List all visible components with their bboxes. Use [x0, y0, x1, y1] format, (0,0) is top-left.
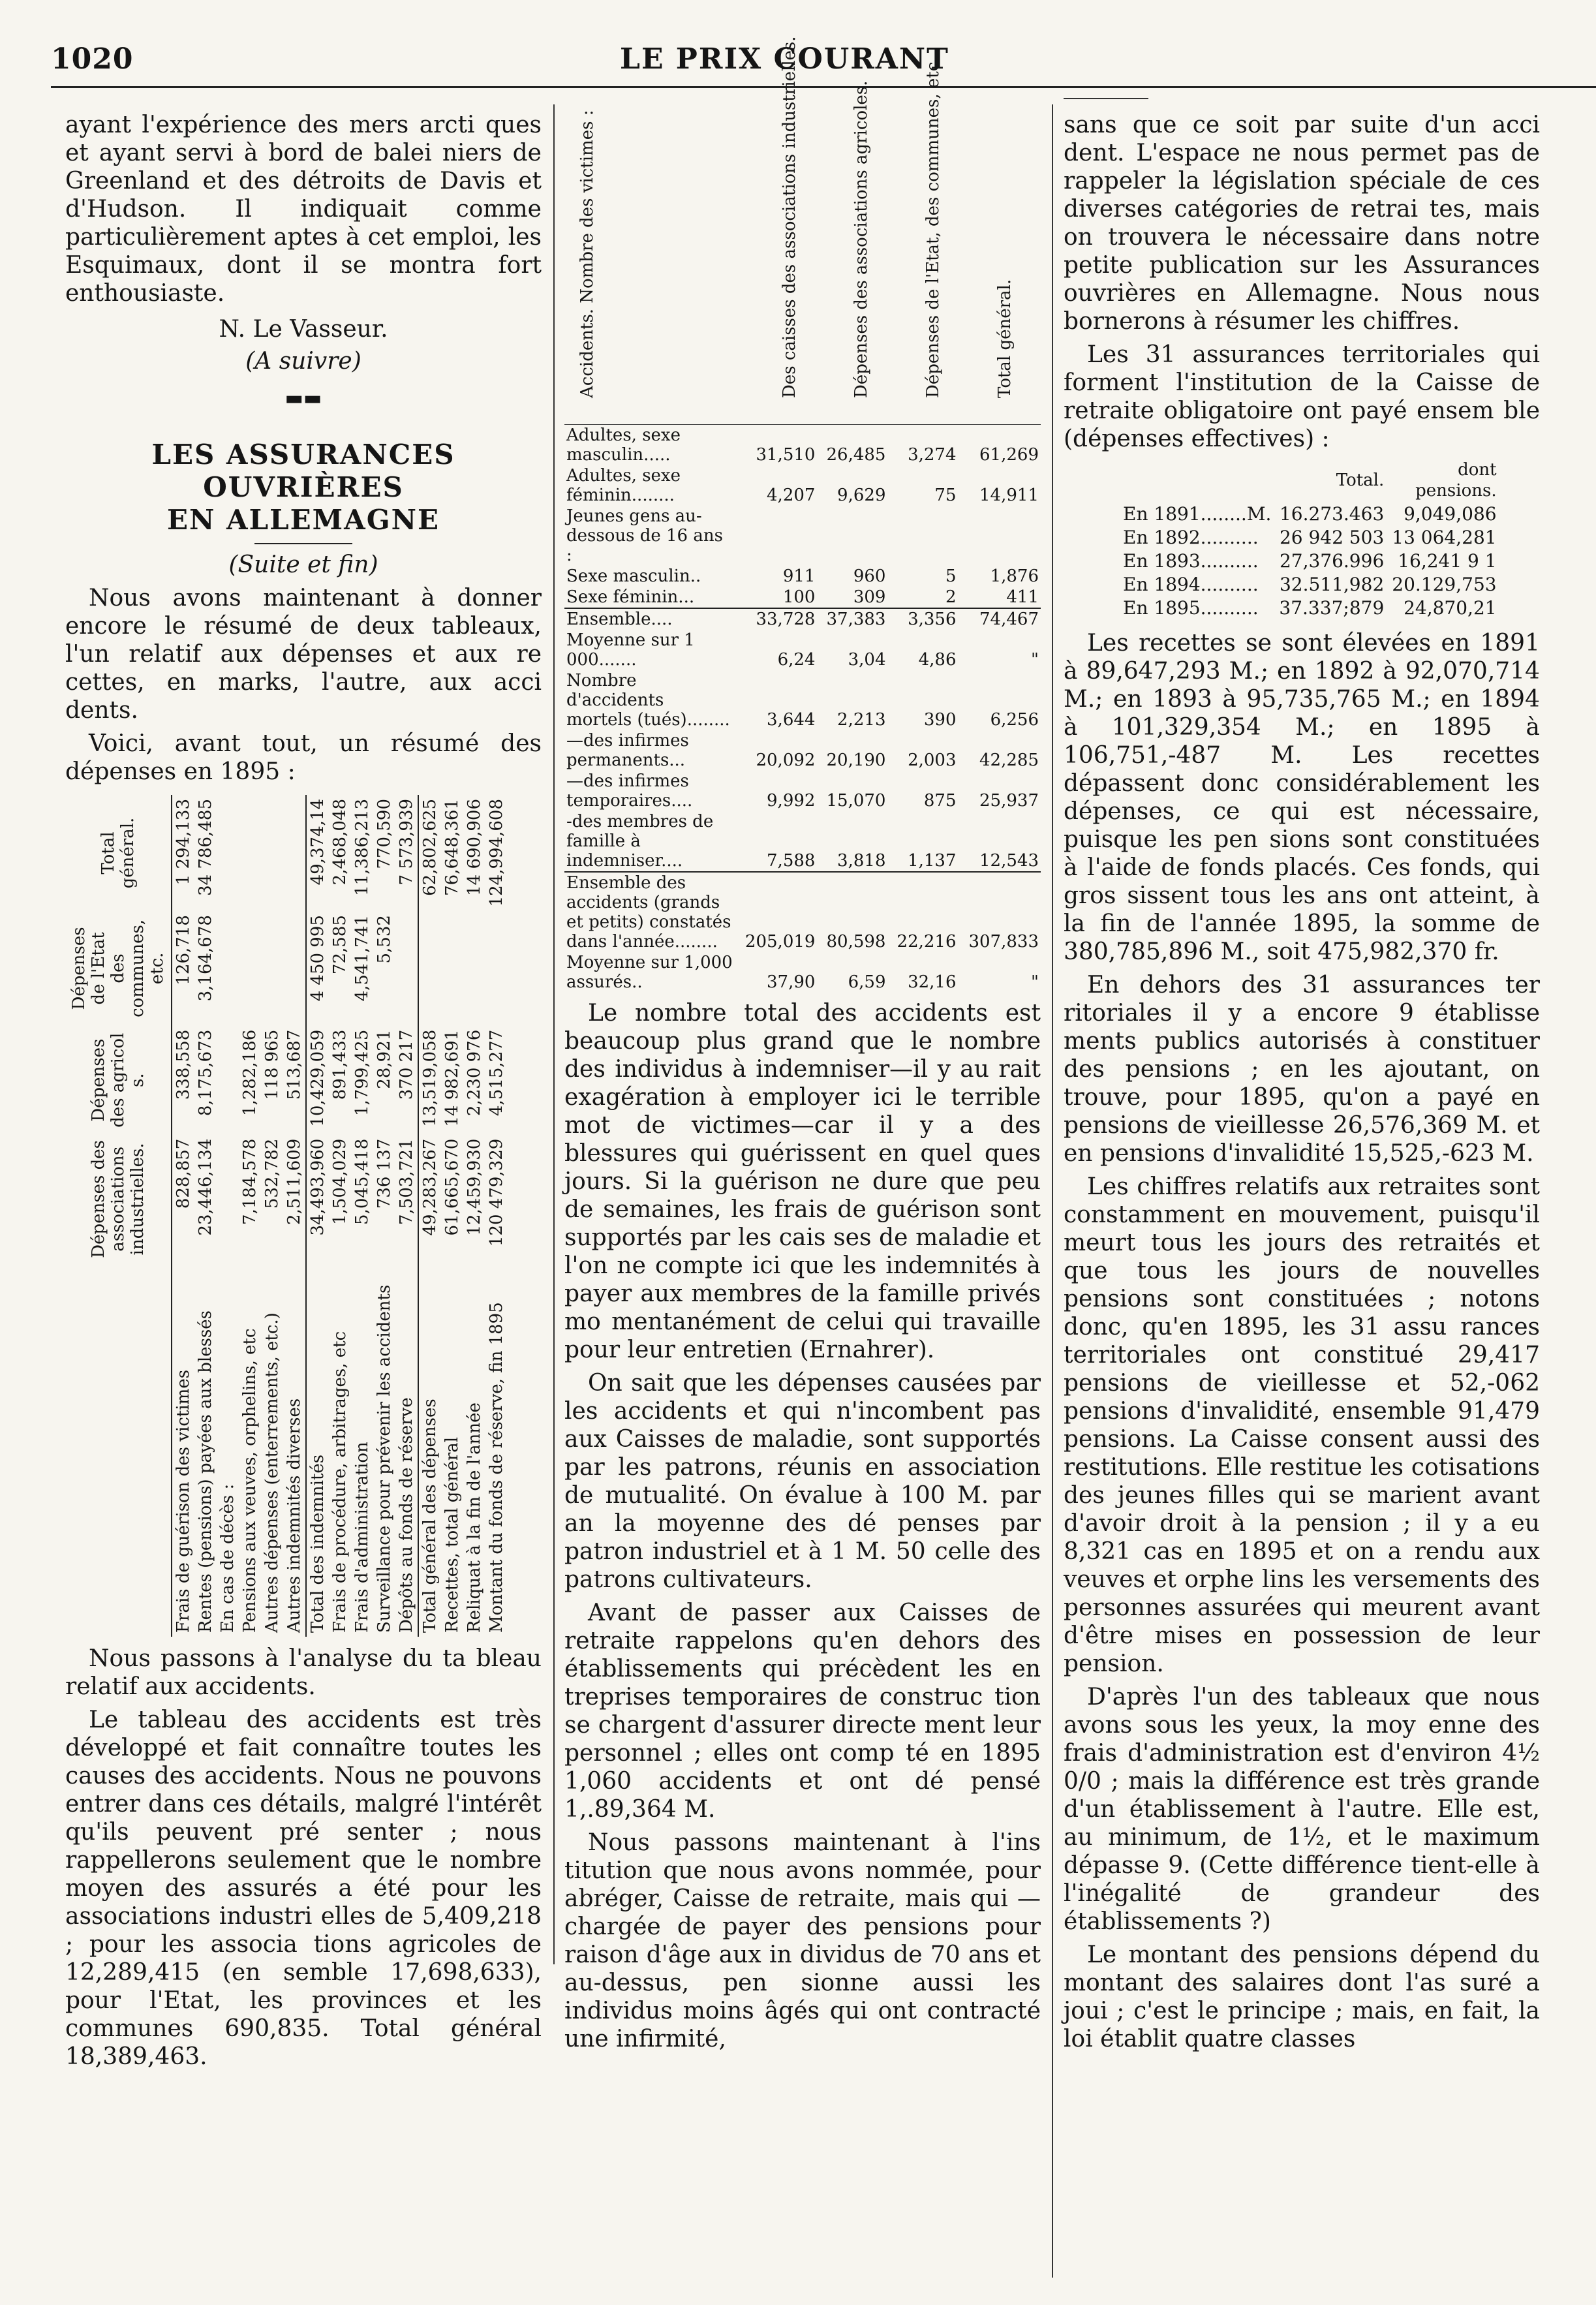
table-cell: 8,175,673 — [196, 1029, 215, 1117]
table-cell: 2,003 — [908, 750, 957, 770]
table-row — [463, 795, 485, 1637]
table-cell: 3,274 — [908, 445, 957, 465]
row-label: Pensions aux veuves, orphelins, etc — [240, 1328, 260, 1633]
table-cell: 513,687 — [284, 1029, 304, 1100]
table-cell: 5,045,418 — [352, 1138, 372, 1225]
table-cell: 390 — [923, 710, 957, 730]
table-cell: 1,504,029 — [330, 1138, 350, 1225]
table-cell: 3,644 — [767, 710, 816, 730]
paragraph: Voici, avant tout, un résumé des dépenses en 1895 : — [65, 730, 542, 785]
table-cell: 14 982,691 — [442, 1029, 462, 1127]
table-row — [373, 795, 395, 1637]
table-cell — [283, 795, 306, 911]
table-cell: 34 786,485 — [196, 799, 215, 896]
row-label: Autres dépenses (enterrements, etc.) — [262, 1312, 282, 1633]
table-cell: 4,515,277 — [487, 1029, 506, 1117]
table-cell: 14,911 — [979, 486, 1039, 505]
row-label: Ensemble des accidents (grands et petits) constatés dans l'année........ — [564, 872, 735, 952]
row-label: Frais de guérison des victimes — [174, 1369, 193, 1633]
table-row — [395, 795, 418, 1637]
table-cell: 9,049,086 — [1404, 503, 1497, 525]
table-row — [564, 506, 1041, 566]
column-divider-1 — [553, 104, 555, 1964]
header-rule-short — [1064, 98, 1148, 99]
table-row — [1119, 549, 1501, 573]
table-cell: " — [1031, 650, 1039, 670]
table-cell: 37.337;879 — [1279, 597, 1385, 619]
table-header-cell: Total général. — [65, 795, 172, 911]
table-header-cell: Dépenses des associations industrielles. — [65, 1135, 172, 1263]
table-cell: 20,190 — [826, 750, 886, 770]
table-cell: 6,24 — [777, 650, 816, 670]
column-divider-2 — [1052, 104, 1053, 2278]
article-title-line-1: LES ASSURANCES OUVRIÈRES — [151, 439, 455, 503]
title-rule — [254, 543, 352, 544]
row-label: Rentes (pensions) payées aux blessés — [196, 1310, 215, 1633]
table-cell: 12,459,930 — [465, 1138, 484, 1236]
table-cell: 891,433 — [330, 1029, 350, 1100]
row-label: —des infirmes temporaires.... — [566, 771, 693, 811]
table-cell — [261, 795, 283, 911]
table-row — [329, 795, 351, 1637]
column-header-label: Des caisses des associations industrielles. — [780, 36, 799, 398]
table-cell: 27,376.996 — [1279, 550, 1385, 572]
table-cell: 875 — [923, 791, 957, 811]
table-cell: 20,092 — [756, 750, 816, 770]
table-cell — [217, 1026, 239, 1135]
table-header-cell: Dépenses des agricol s. — [65, 1026, 172, 1135]
column-header-label: Dépenses de l'Etat, des communes, etc. — [923, 56, 943, 398]
table-cell — [463, 911, 485, 1026]
row-label: En 1894.......... — [1123, 574, 1259, 595]
table-cell: 13,519,058 — [418, 1026, 441, 1135]
table-row — [564, 872, 1041, 952]
paragraph: ayant l'expérience des mers arcti ques et ayant servi à bord de balei niers de Greenland et des détroits de Davis et d'Hudson. Il indiquait comme particulièrement aptes à cet emploi, les Esquimaux, dont il se montra fort enthousiaste. — [65, 112, 542, 307]
table-cell: 2,511,609 — [284, 1138, 304, 1225]
table-header-cell: Dépenses de l'Etat des communes, etc. — [65, 911, 172, 1026]
table-cell: 2,213 — [837, 710, 886, 730]
table-row — [564, 425, 1041, 465]
table-cell: 61,269 — [979, 445, 1039, 465]
table-cell: 24,870,21 — [1404, 597, 1497, 619]
table-cell: 16.273.463 — [1279, 503, 1385, 525]
paragraph: En dehors des 31 assurances ter ritoriales il y a encore 9 établisse ments publics autorisés à constituer des pensions ; en les ajoutant, on trouve, pour 1895, qu'on a payé en pensions de vieillesse 26,576,369 M. et en pensions d'invalidité 15,525,-623 M. — [1064, 972, 1540, 1167]
table-row — [564, 730, 1041, 771]
table-row — [564, 465, 1041, 506]
table-cell: 828,857 — [174, 1138, 193, 1209]
table-cell: 1,137 — [908, 851, 957, 871]
table-row — [564, 566, 1041, 587]
table-cell: 6,256 — [990, 710, 1039, 730]
table-cell: 11,386,213 — [352, 799, 372, 896]
table-cell: 7,588 — [767, 851, 816, 871]
table-cell: 411 — [1006, 587, 1039, 607]
paragraph: Les chiffres relatifs aux retraites sont constamment en mouvement, puisqu'il meurt tous les jours des retraités et que tous les jours de nouvelles pensions sont constituées ; notons donc, qu'en 1895, les 31 assu rances territoriales ont constitué 29,417 pensions de vieillesse et 52,-062 pensions d'invalidité, ensemble 91,479 pensions. La Caisse consent aussi des restitutions. Elle restitue les cotisations des jeunes filles qui se marient avant d'avoir droit à la pension ; il y a eu 8,321 cas en 1895 et on a rendu aux veuves et orphe lins les versements des personnes assurées qui meurent avant d'être mises en possession de leur pension. — [1064, 1173, 1540, 1677]
table-cell: 22,216 — [887, 872, 958, 952]
expenses-table-rotated — [65, 795, 542, 1637]
table-cell: 770,590 — [375, 799, 394, 869]
table-row — [351, 795, 373, 1637]
table-cell: 34,493,960 — [306, 1135, 329, 1263]
table-header-cell — [1119, 458, 1275, 503]
table-cell: 23,446,134 — [196, 1138, 215, 1236]
table-cell: 20.129,753 — [1392, 574, 1497, 595]
page-number: 1020 — [51, 42, 134, 76]
row-label: Dépôts au fonds de réserve — [397, 1397, 416, 1633]
row-label: Ensemble.... — [564, 608, 735, 630]
table-cell: 26 942 503 — [1279, 527, 1385, 548]
table-row — [217, 795, 239, 1637]
table-cell — [485, 911, 508, 1026]
table-row — [1119, 503, 1501, 526]
table-cell: 49,283,267 — [418, 1135, 441, 1263]
table-row — [564, 771, 1041, 811]
table-cell — [418, 911, 441, 1026]
table-cell: 2,230 976 — [465, 1029, 484, 1117]
table-cell: 2,468,048 — [330, 799, 350, 886]
table-cell: 118 965 — [262, 1029, 282, 1100]
table-row — [441, 795, 463, 1637]
table-cell: 72,585 — [330, 915, 350, 975]
table-row — [239, 795, 261, 1637]
row-label: Total général des dépenses — [418, 1263, 441, 1637]
column-header-label: Total général. — [995, 279, 1015, 398]
row-label: Moyenne sur 1 000....... — [566, 630, 695, 670]
paragraph: Nous passons à l'analyse du ta bleau relatif aux accidents. — [65, 1645, 542, 1700]
table-cell — [735, 506, 817, 566]
table-cell: 4 450 995 — [306, 911, 329, 1026]
table-cell: 80,598 — [817, 872, 887, 952]
table-cell: 911 — [782, 566, 816, 586]
pensions-table — [1119, 458, 1497, 620]
paragraph: Le montant des pensions dépend du montant des salaires dont l'as suré a joui ; c'est le principe ; mais, en fait, la loi établit quatre classes — [1064, 1941, 1540, 2052]
table-cell: 3,04 — [848, 650, 886, 670]
row-label: En 1895.......... — [1123, 597, 1259, 619]
table-cell: 32,16 — [908, 972, 957, 992]
article-title-line-2: EN ALLEMAGNE — [166, 504, 440, 536]
row-label: Autres indemnités diverses — [284, 1398, 304, 1633]
table-cell: 307,833 — [959, 872, 1041, 952]
table-cell: 9,992 — [767, 791, 816, 811]
header-rule — [51, 86, 1596, 88]
table-cell: 124,994,608 — [487, 799, 506, 907]
table-cell: 1 294,133 — [174, 799, 193, 886]
row-label: En cas de décès : — [218, 1483, 238, 1633]
row-label: Sexe masculin.. — [566, 566, 701, 586]
table-cell: 1,876 — [990, 566, 1039, 586]
row-label: Recettes, total général — [442, 1436, 462, 1633]
paragraph: Nous passons maintenant à l'ins titution que nous avons nommée, pour abréger, Caisse de retraite, mais qui — chargée de payer des pensions pour raison d'âge aux in dividus de 70 ans et au-dessus, pen sionne aussi les individus moins âgés qui ont contracté une infirmité, — [564, 1829, 1041, 2052]
paragraph: Nous avons maintenant à donner encore le résumé de deux tableaux, l'un relatif aux dépenses et aux re cettes, en marks, l'autre, aux acci dents. — [65, 585, 542, 724]
table-cell: 76,648,361 — [442, 799, 462, 896]
table-cell — [441, 911, 463, 1026]
table-cell: 3,818 — [837, 851, 886, 871]
row-label: Frais d'administration — [352, 1442, 372, 1633]
table-cell: 9,629 — [837, 486, 886, 505]
table-cell — [239, 911, 261, 1026]
row-label: En 1892.......... — [1123, 527, 1259, 548]
table-cell: 37,90 — [767, 972, 816, 992]
table-cell: " — [1031, 972, 1039, 992]
table-cell — [817, 506, 887, 566]
table-cell — [217, 795, 239, 911]
table-cell: 15,070 — [826, 791, 886, 811]
paragraph: Avant de passer aux Caisses de retraite rappelons qu'en dehors des établissements qui précèdent les en treprises temporaires de construc tion se chargent d'assurer directe ment leur personnel ; elles ont comp té en 1895 1,060 accidents et ont dé pensé 1,.89,364 M. — [564, 1600, 1041, 1823]
paragraph: On sait que les dépenses causées par les accidents et qui n'incombent pas aux Caisses de maladie, sont supportés par les patrons, réunis en association de mutualité. On évalue à 100 M. par an la moyenne des dé penses par patron industriel et à 1 M. 50 celle des patrons cultivateurs. — [564, 1370, 1041, 1593]
table-cell: 532,782 — [262, 1138, 282, 1209]
table-cell: 25,937 — [979, 791, 1039, 811]
table-cell — [217, 911, 239, 1026]
table-cell: 338,558 — [174, 1029, 193, 1100]
row-label: Frais de procédure, arbitrages, etc — [330, 1331, 350, 1633]
table-cell: 42,285 — [979, 750, 1039, 770]
table-cell: 7 573,939 — [397, 799, 416, 886]
table-cell: 126,718 — [174, 915, 193, 985]
table-cell: 12,543 — [979, 851, 1039, 871]
table-cell: 32.511,982 — [1279, 574, 1385, 595]
table-row — [418, 795, 441, 1637]
paragraph: Le tableau des accidents est très développé et fait connaître toutes les causes des accidents. Nous ne pouvons entrer dans ces détails, malgré l'intérêt qu'ils peuvent pré senter ; nous rappellerons seulement que le nombre moyen des assurés a été pour les associations industri elles de 5,409,218 ; pour les associa tions agricoles de 12,289,415 (en semble 17,698,633), pour l'Etat, les provinces et les communes 690,835. Total général 18,389,463. — [65, 1707, 542, 2070]
table-header-cell: dont pensions. — [1415, 460, 1497, 501]
continuation-note: (A suivre) — [245, 348, 361, 375]
row-label: Adultes, sexe masculin..... — [566, 425, 681, 465]
row-label: En 1893.......... — [1123, 550, 1259, 572]
row-label: -des membres de famille à indemniser.... — [566, 812, 714, 871]
table-cell: 33,728 — [735, 608, 817, 630]
row-label: Montant du fonds de réserve, fin 1895 — [487, 1302, 506, 1633]
table-cell — [261, 911, 283, 1026]
running-title: LE PRIX COURANT — [620, 42, 949, 76]
table-cell: 13 064,281 — [1392, 527, 1497, 548]
row-label: Surveillance pour prévenir les accidents — [375, 1284, 394, 1633]
paragraph: D'après l'un des tableaux que nous avons sous les yeux, la moy enne des frais d'administration est d'environ 4½ 0/0 ; mais la différence est très grande d'un établissement à l'autre. Elle est, au minimum, de 1½, et le maximum dépasse 9. (Cette différence tient-elle à l'inégalité de grandeur des établissements ?) — [1064, 1684, 1540, 1935]
row-label: Total des indemnités — [306, 1263, 329, 1637]
table-cell: 75 — [934, 486, 957, 505]
table-cell: 7,503,721 — [397, 1138, 416, 1225]
table-row — [564, 630, 1041, 670]
table-row — [1119, 526, 1501, 549]
table-cell: 5,532 — [375, 915, 394, 964]
table-row — [564, 952, 1041, 993]
table-cell: 205,019 — [735, 872, 817, 952]
table-cell: 14 690,906 — [465, 799, 484, 896]
table-cell: 309 — [853, 587, 886, 607]
table-cell: 4,541,741 — [352, 915, 372, 1002]
column-header-label: Dépenses des associations agricoles. — [852, 80, 871, 398]
table-cell: 736 137 — [375, 1138, 394, 1209]
table-row — [485, 795, 508, 1637]
table-cell: 31,510 — [756, 445, 816, 465]
table-cell: 4,207 — [767, 486, 816, 505]
table-cell: 1,799,425 — [352, 1029, 372, 1117]
table-cell — [887, 506, 958, 566]
table-cell: 120 479,329 — [487, 1138, 506, 1247]
table-cell: 10,429,059 — [306, 1026, 329, 1135]
author-signature: N. Le Vasseur. — [219, 316, 388, 343]
table-cell: 1,282,186 — [240, 1029, 260, 1117]
table-cell — [283, 911, 306, 1026]
table-cell: 7,184,578 — [240, 1138, 260, 1225]
column-1 — [65, 111, 542, 2076]
row-label: Jeunes gens au-dessous de 16 ans : — [566, 506, 723, 565]
table-cell — [217, 1135, 239, 1263]
table-cell: 3,356 — [887, 608, 958, 630]
paragraph: Les recettes se sont élevées en 1891 à 89,647,293 M.; en 1892 à 92,070,714 M.; en 1893 à 95,735,765 M.; en 1894 à 101,329,354 M.; en 1895 à 106,751,-487 M. Les recettes dépassent donc considérablement les dépenses, ce qui est nécessaire, puisque les pen sions sont constituées à l'aide de fonds placés. Ces fonds, qui gros sissent tous les ans ont atteint, à la fin de l'année 1895, la somme de 380,785,896 M., soit 475,982,370 fr. — [1064, 630, 1540, 965]
table-cell: 28,921 — [375, 1029, 394, 1089]
row-label: En 1891........M. — [1123, 503, 1272, 525]
table-row — [564, 670, 1041, 730]
column-header-label: Accidents. Nombre des victimes : — [577, 110, 597, 398]
table-row — [1119, 596, 1501, 620]
column-3 — [1064, 111, 1540, 2058]
table-cell — [239, 795, 261, 911]
table-cell: 62,802,625 — [418, 795, 441, 911]
table-cell — [395, 911, 418, 1026]
table-cell: 74,467 — [959, 608, 1041, 630]
paragraph: sans que ce soit par suite d'un acci dent. L'espace ne nous permet pas de rappeler la législation spéciale de ces diverses catégories de retrai tes, mais on trouvera le nécessaire dans notre petite publication sur les Assurances ouvrières en Allemagne. Nous nous bornerons à résumer les chiffres. — [1064, 112, 1540, 335]
table-cell: 61,665,670 — [442, 1138, 462, 1236]
row-label: Adultes, sexe féminin........ — [566, 466, 681, 505]
ornament-divider: ▬▬ — [284, 387, 322, 410]
paragraph: Le nombre total des accidents est beaucoup plus grand que le nombre des individus à indemniser—il y au rait exagération à employer ici le terrible mot de victimes—car il y a des blessures qui guérissent en quel ques jours. Si la guérison ne dure que peu de semaines, les frais de guérison sont supportés par les cais ses de maladie et l'on ne compte ici que les indemnités à payer aux membres de la famille privés mo mentanément de celui qui travaille pour leur entretien (Ernahrer). — [564, 1000, 1041, 1363]
table-row — [194, 795, 217, 1637]
table-cell: 5 — [945, 566, 957, 586]
article-title — [65, 439, 542, 536]
table-cell: 4,86 — [918, 650, 957, 670]
table-row — [172, 795, 194, 1637]
table-row — [261, 795, 283, 1637]
table-cell: 2 — [945, 587, 957, 607]
table-row — [283, 795, 306, 1637]
table-cell: 26,485 — [826, 445, 886, 465]
table-cell: 6,59 — [848, 972, 886, 992]
table-cell: 49,374,14 — [306, 795, 329, 911]
table-cell: 370 217 — [397, 1029, 416, 1100]
table-cell — [959, 506, 1041, 566]
table-row — [306, 795, 329, 1637]
table-row — [564, 587, 1041, 608]
table-cell: 16,241 9 1 — [1398, 550, 1497, 572]
table-cell: 960 — [853, 566, 886, 586]
expenses-table — [65, 795, 542, 1637]
row-label: Moyenne sur 1,000 assurés.. — [566, 953, 733, 992]
table-cell: 37,383 — [817, 608, 887, 630]
table-row — [564, 608, 1041, 630]
table-header-cell: Total. — [1336, 471, 1385, 490]
table-cell: 100 — [782, 587, 816, 607]
row-label: Reliquat à la fin de l'année — [465, 1402, 484, 1633]
row-label: Nombre d'accidents mortels (tués)........ — [566, 671, 730, 730]
paragraph: Les 31 assurances territoriales qui forment l'institution de la Caisse de retraite obligatoire ont payé ensem ble (dépenses effectives) : — [1064, 341, 1540, 452]
table-row — [1119, 573, 1501, 596]
row-label: —des infirmes permanents... — [566, 731, 689, 770]
article-subtitle: (Suite et fin) — [228, 551, 378, 578]
table-row — [564, 811, 1041, 872]
table-header-cell — [65, 1263, 172, 1637]
row-label: Sexe féminin... — [566, 587, 695, 607]
table-cell: 3,164,678 — [196, 915, 215, 1002]
